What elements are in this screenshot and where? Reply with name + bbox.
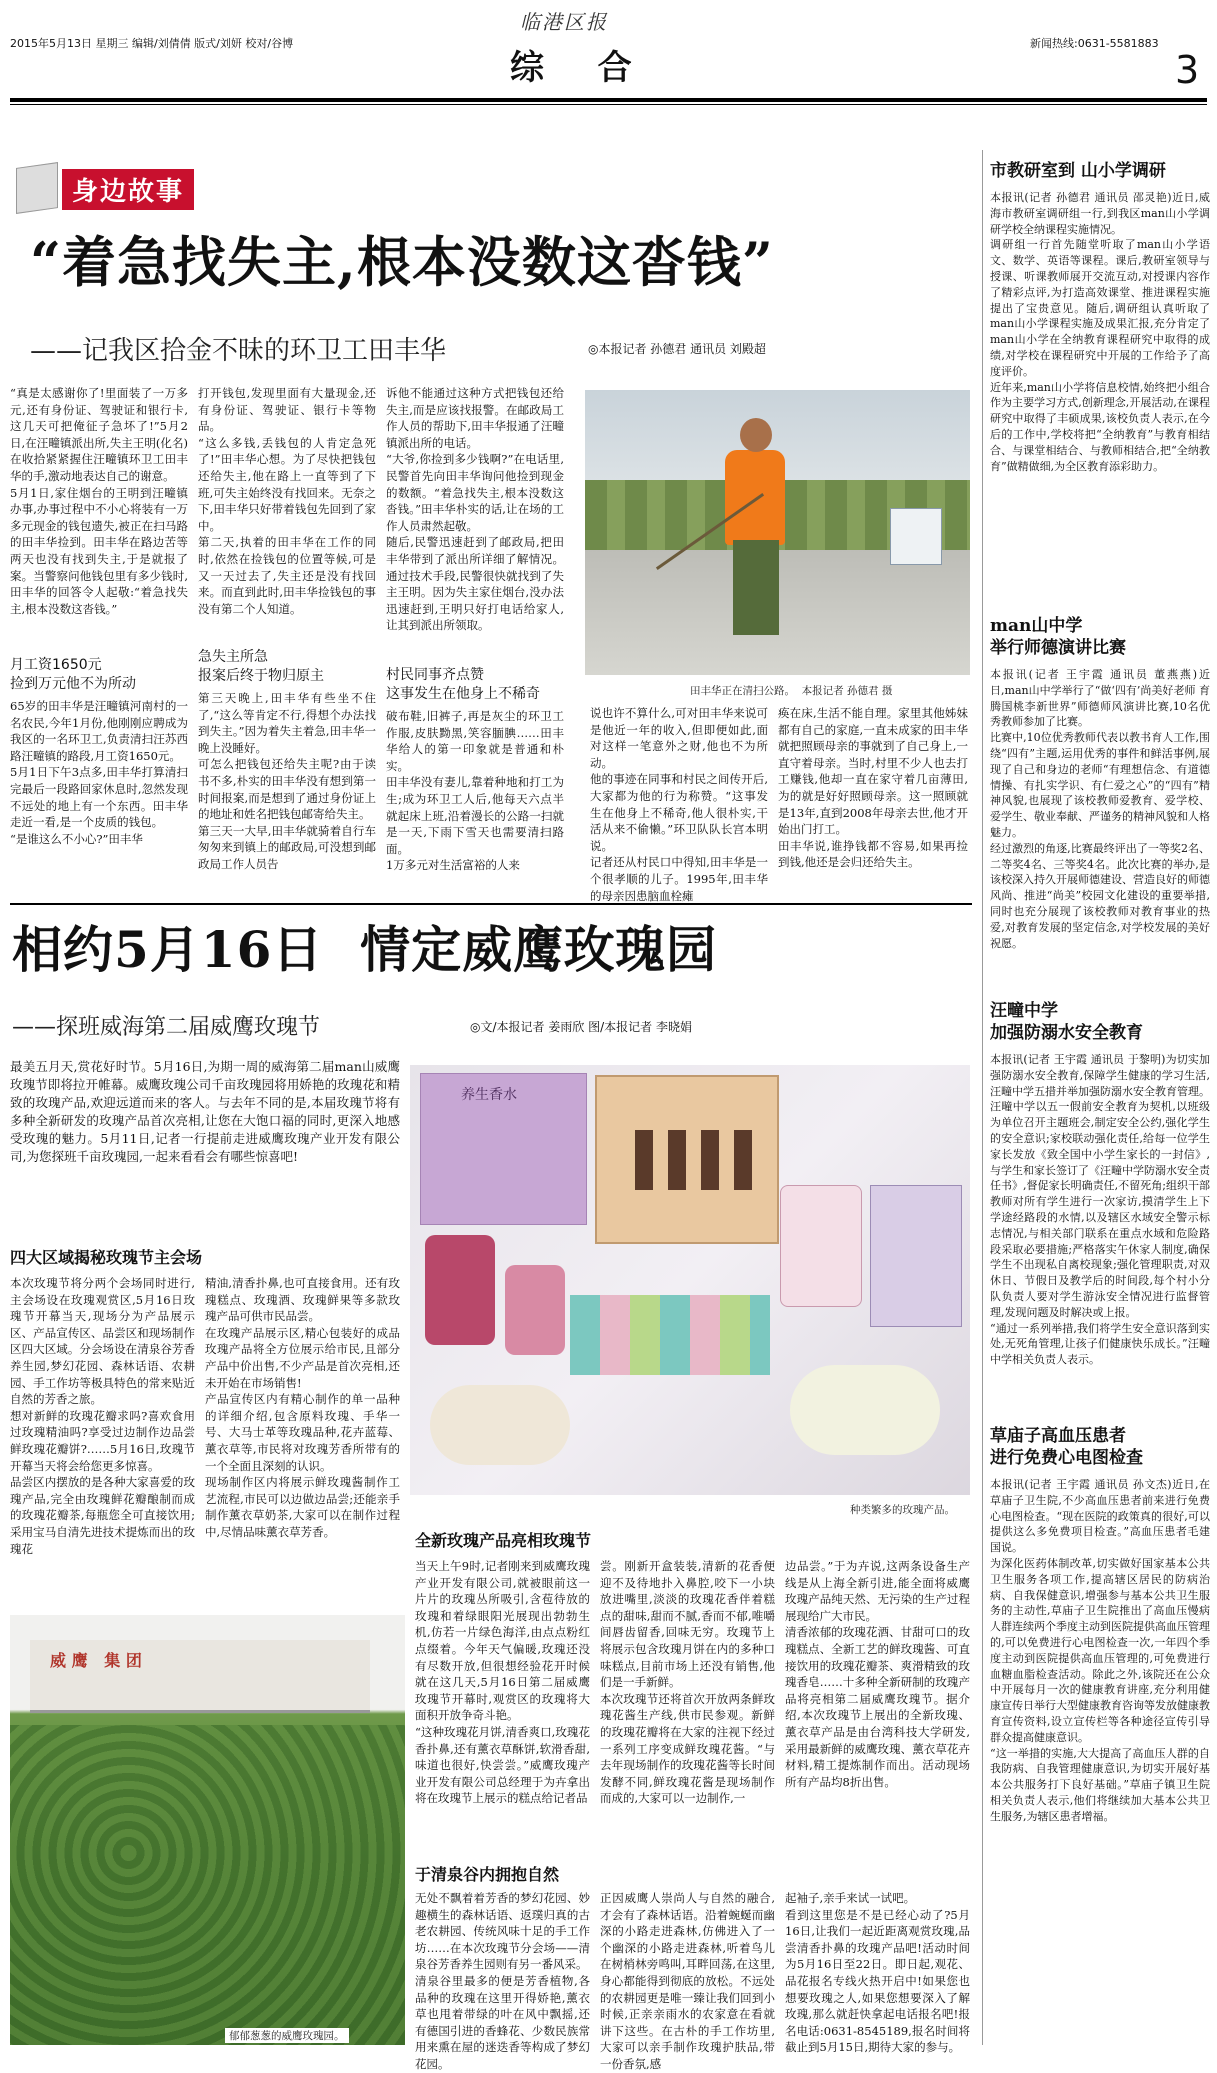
- factory-sign: 威 鹰 集 团: [50, 1651, 142, 1670]
- bottle: [701, 1130, 719, 1190]
- rose-garden-caption: 郁郁葱葱的威鹰玫瑰园。: [225, 2028, 349, 2043]
- page-number: 3: [1175, 48, 1200, 92]
- rose-products-caption: 种类繁多的玫瑰产品。: [850, 1504, 955, 1516]
- masthead: 临港区报: [520, 10, 608, 34]
- rose-garden-photo: [10, 1615, 405, 2045]
- bottle: [668, 1130, 686, 1190]
- story1-col1-text-a: “真是太感谢你了!里面装了一万多元,还有身份证、驾驶证和银行卡,这几天可把俺征子急坏了!”5月2日,在汪疃镇派出所,失主王明(化名)在收拾紧紧握住汪疃镇环卫工田丰华的手,激动地表达自己的谢意。 5月1日,家住烟台的王明到汪疃镇办事,办事过程中不小心将装有一万多元现金的钱包遗失,被正在扫马路的田丰华捡到。田丰华在路边苦等两天也没有找到失主,于是就报了案。当警察问他钱包里有多少钱时,田丰华的回答令人起敬:“着急找失主,根本没数这沓钱。”: [10, 386, 188, 616]
- story1-col3-text-b: 破布鞋,旧裤子,再是灰尘的环卫工作服,皮肤黝黑,笑容腼腆……田丰华给人的第一印象就是普通和朴实。 田丰华没有妻儿,靠着种地和打工为生;成为环卫工人后,他每天六点半就起床上班,沿着漫长的公路一扫就是一天,下雨下雪天也需要清扫路面。 1万多元对生活富裕的人来: [386, 709, 564, 873]
- story1-col2-subhead: 急失主所急 报案后终于物归原主: [198, 649, 324, 684]
- story-divider: [10, 903, 972, 905]
- product-box-label: 养生香水: [461, 1087, 517, 1103]
- sidebar-news-2: [990, 615, 1210, 985]
- story1-col2-text-a: 打开钱包,发现里面有大量现金,还有身份证、驾驶证、银行卡等物品。 “这么多钱,丢钱包的人肯定急死了!”田丰华心想。为了尽快把钱包还给失主,他在路上一直等到了下班,可失主始终没有找回来。无奈之下,田丰华只好带着钱包先回到了家中。 第二天,执着的田丰华在工作的同时,依然在捡钱包的位置等候,可是又一天过去了,失主还是没有找回来。而直到此时,田丰华捡钱包的事没有第二个人知道。: [198, 386, 376, 616]
- sweeper-photo: [585, 390, 970, 675]
- sidebar-news-3: [990, 1000, 1210, 1420]
- story1-col2: [198, 385, 376, 890]
- factory-building: [30, 1640, 370, 1713]
- soap: [790, 1365, 940, 1455]
- story2-sec3-col2: 正因威鹰人崇尚人与自然的融合,才会有了森林话语。沿着蜿蜒而幽深的小路走进森林,仿佛进入了一个幽深的小路走进森林,听着鸟儿在树梢林旁鸣叫,耳畔回荡,在这里,身心都能得到彻底的放松。不远处的农耕园更是唯一臻让我们回到小时候,正亲亲雨水的农家意在看就讲下这些。在古朴的手工作坊里,大家可以亲手制作玫瑰护肤品,带一份香氛,感: [600, 1891, 775, 2071]
- story2-sec3-col3: 起袖子,亲手来试一试吧。 看到这里您是不是已经心动了?5月16日,让我们一起近距离观赏玫瑰,品尝清香扑鼻的玫瑰产品吧!活动时间为5月16日至22日。即日起,观花、品花报名专线火热开启中!如果您也想要玫瑰之人,如果您想要深入了解玫瑰,那么就赶快拿起电话报名吧!报名电话:0631-8545189,报名时间将截止到5月15日,期待大家的参与。: [785, 1891, 970, 2055]
- story1-col3-text-a: 诉他不能通过这种方式把钱包还给失主,而是应该找报警。在邮政局工作人员的帮助下,田丰华报通了汪疃镇派出所的电话。 “大爷,你捡到多少钱啊?”在电话里,民警首先向田丰华询问他捡到现金的数额。“着急找失主,根本没数这沓钱。”田丰华朴实的话,让在场的工作人员肃然起敬。 随后,民警迅速赶到了邮政局,把田丰华带到了派出所详细了解情况。通过技术手段,民警很快就找到了失主王明。因为失主家住烟台,没办法迅速赶到,王明只好打电话给家人,让其到派出所领取。: [386, 386, 564, 633]
- book-icon: [16, 162, 58, 214]
- lavender-pack: [870, 1185, 962, 1327]
- sidebar-news-title: man山中学 举行师德演讲比赛: [990, 616, 1126, 658]
- garden-bushes: [10, 1725, 405, 2045]
- story2-byline: ◎文/本报记者 姜雨欣 图/本报记者 李晓娟: [470, 1020, 693, 1034]
- sidebar-news-4: [990, 1425, 1210, 2045]
- hotline: 新闻热线:0631-5581883: [1030, 37, 1159, 50]
- soap: [430, 1385, 570, 1465]
- product-box: [420, 1073, 587, 1225]
- story1-col2-text-b: 第三天晚上,田丰华有些坐不住了,“这么等肯定不行,得想个办法找到失主。”因为着失主着急,田丰华一晚上没睡好。 可怎么把钱包还给失主呢?由于读书不多,朴实的田丰华没有想到第一时间报案,而是想到了通过身份证上的地址和姓名把钱包邮寄给失主。 第三天一大早,田丰华就骑着自行车匆匆来到镇上的邮政局,可没想到邮政局工作人员告: [198, 691, 376, 871]
- bottle: [635, 1130, 653, 1190]
- story1-col3: [386, 385, 564, 890]
- story2-sec3-col1: 无处不飘着着芳香的梦幻花园、妙趣横生的森林话语、返璞归真的古老农耕园、传统风味十足的手工作坊……在本次玫瑰节分会场——清泉谷芳香养生园则有另一番风采。 清泉谷里最多的便是芳香植物,各品种的玫瑰在这里开得娇艳,薰衣草也甩着带绿的叶在风中飘摇,还有德国引进的香蜂花、少数民族常用来熏在屋的迷迭香等构成了梦幻花园。: [415, 1891, 590, 2071]
- header-rule: [10, 98, 1207, 102]
- story1-col1-text-b: 65岁的田丰华是汪疃镇河南村的一名农民,今年1月份,他刚刚应聘成为我区的一名环卫工,负责清扫汪苏西路汪疃镇的路段,月工资1650元。 5月1日下午3点多,田丰华打算清扫完最后一段路回家休息时,忽然发现不远处的地上有一个东西。田丰华走近一看,是一个皮质的钱包。 “是谁这么不小心?”田丰华: [10, 699, 188, 846]
- story2-sec2-col3: 边品尝。”于为卉说,这两条设备生产线是从上海全新引进,能全面将威鹰玫瑰产品纯天然、无污染的生产过程展现给广大市民。 清香浓郁的玫瑰花酒、甘甜可口的玫瑰糕点、全新工艺的鲜玫瑰酱、可直接饮用的玫瑰花瓣茶、爽滑精致的玫瑰香皂……十多种全新研制的玫瑰产品将亮相第二届威鹰玫瑰节。据介绍,本次玫瑰节上展出的全新玫瑰、薰衣草产品是由台湾科技大学研发,采用最新鲜的威鹰玫瑰、薰衣草花卉材料,精工提炼制作而出。活动现场所有产品均8折出售。: [785, 1559, 970, 1789]
- story1-col1-subhead: 月工资1650元 捡到万元他不为所动: [10, 657, 136, 692]
- story2-headline: 相约5月16日 情定威鹰玫瑰园: [12, 920, 718, 979]
- section-title: 综 合: [510, 48, 642, 88]
- story1-col4-text: 说也许不算什么,可对田丰华来说可是他近一年的收入,但即便如此,面对这样一笔意外之财,他也不为所动。 他的事迹在同事和村民之间传开后,大家都为他的行为称赞。“这事发生在他身上不稀奇,他人很朴实,干活从来不偷懒。”环卫队队长宫本明说。 记者还从村民口中得知,田丰华是一个很孝顺的儿子。1995年,田丰华的母亲因患脑血栓瘫: [590, 706, 768, 903]
- sec1-title: 四大区域揭秘玫瑰节主会场: [10, 1248, 203, 1267]
- story-tag-label: 身边故事: [62, 169, 194, 210]
- rose-jar: [505, 1265, 565, 1355]
- sidebar-news-body: 本报讯(记者 王宇霞 通讯员 董燕燕)近日,man山中学举行了“做‘四有’尚美好老师 育腾国桃李新世界”师德师风演讲比赛,10名优秀教师参加了比赛。 比赛中,10位优秀教师代表以教书育人工作,围绕“四有”主题,运用优秀的事件和鲜活事例,展现了自己和身边的老师“有理想信念、有道德情操、有扎实学识、有仁爱之心”的“四有”精神风貌,也展现了该校教师爱教育、爱学校、爱学生、敬业奉献、严谨务的精神风貌和人格魅力。 经过激烈的角逐,比赛最终评出了一等奖2名、二等奖4名、三等奖4名。此次比赛的举办,是该校深入持久开展师德建设、营造良好的师德风尚、推进“尚美”校园文化建设的重要举措,同时也充分展现了该校教师对教育事业的热爱,对教育发展的坚定信念,对学校发展的美好祝愿。: [990, 668, 1210, 950]
- sweeper-photo-caption: 田丰华正在清扫公路。 本报记者 孙德君 摄: [690, 685, 893, 697]
- sidebar-news-title: 市教研室到 山小学调研: [990, 161, 1166, 181]
- story2-sec1-col2: 精油,清香扑鼻,也可直接食用。还有玫瑰糕点、玫瑰酒、玫瑰鲜果等多款玫瑰产品可供市民品尝。 在玫瑰产品展示区,精心包装好的成品玫瑰产品将全方位展示给市民,且部分产品中价出售,不少产品是首次亮相,还未开始在市场销售! 产品宣传区内有精心制作的单一品种的详细介绍,包含原料玫瑰、手华一号、大马士革等玫瑰品种,花卉蓝莓、薰衣草等,市民将对玫瑰芳香所带有的一个全面且深刻的认识。 现场制作区内将展示鲜玫瑰酱制作工艺流程,市民可以边做边品尝;还能亲手制作薰衣草奶茶,大家可以在制作过程中,尽情品味薰衣草芳香。: [205, 1276, 400, 1539]
- worker-legs: [733, 540, 779, 635]
- sec3-title: 于清泉谷内拥抱自然: [415, 1865, 560, 1884]
- rose-products-photo: [410, 1065, 970, 1495]
- story2-sec2-col1: 当天上午9时,记者刚来到威鹰玫瑰产业开发有限公司,就被眼前这一片片的玫瑰丛所吸引,含苞待放的玫瑰和着绿眼阳光展现出勃勃生机,仿若一片绿色海洋,由点点粉红点缀着。今年天气偏暖,玫瑰还没有尽数开放,但很想经验花开时候就在这几天,5月16日第二届威鹰玫瑰节开幕时,观赏区的玫瑰将大面积开放争奇斗艳。 “这种玫瑰花月饼,清香爽口,玫瑰花香扑鼻,还有薰衣草酥饼,软滑香甜,味道也很好,快尝尝。”威鹰玫瑰产业开发有限公司总经理于为卉拿出将在玫瑰节上展示的糕点给记者品: [415, 1559, 590, 1806]
- story2-sec1-col1: 本次玫瑰节将分两个会场同时进行,主会场设在玫瑰观赏区,5月16日玫瑰节开幕当天,现场分为产品展示区、产品宣传区、品尝区和现场制作区四大区域。分会场设在清泉谷芳香养生园,梦幻花园、森林话语、农耕园、手工作坊等极具特色的常来贴近自然的芳香之旅。 想对新鲜的玫瑰花瓣求吗?喜欢食用过玫瑰精油吗?享受过边制作边品尝鲜玫瑰花瓣饼?……5月16日,玫瑰节开幕当天将会给您更多惊喜。 品尝区内摆放的是各种大家喜爱的玫瑰产品,完全由玫瑰鲜花瓣酿制而成的玫瑰花瓣茶,每瓶您全可直接饮用;采用宝马自清先进技术提炼而出的玫瑰花: [10, 1276, 195, 1556]
- story2-subhead: ——探班威海第二届威鹰玫瑰节: [12, 1015, 321, 1040]
- date-line: 2015年5月13日 星期三 编辑/刘倩倩 版式/刘妍 校对/谷博: [10, 37, 294, 50]
- worker-head: [740, 418, 772, 452]
- story2-sec2-col2: 尝。刚新开盒装装,清新的花香便迎不及待地扑入鼻腔,咬下一小块放进嘴里,淡淡的玫瑰花香伴着糕点的甜味,甜而不腻,香而不郁,唯嚼间唇齿留香,回味无穷。玫瑰节上将展示包含玫瑰月饼在内的多种口味糕点,目前市场上还没有销售,他们是一手新鲜。 本次玫瑰节还将首次开放两条鲜玫瑰花酱生产线,供市民参观。新鲜的玫瑰花瓣将在大家的注视下经过一系列工序变成鲜玫瑰花酱。“与去年现场制作的玫瑰花酱等长时间发酵不同,鲜玫瑰花酱是现场制作而成的,大家可以一边制作,一: [600, 1559, 775, 1806]
- sec2-title: 全新玫瑰产品亮相玫瑰节: [415, 1531, 592, 1550]
- story1-col1: [10, 385, 188, 890]
- bottle: [734, 1130, 752, 1190]
- sidebar-news-body: 本报讯(记者 孙德君 通讯员 邵灵艳)近日,威海市教研室调研组一行,到我区man山小学调研学校全纳课程实施情况。 调研组一行首先随堂听取了man山小学语文、数学、英语等课程。课后,教研室领导与授课、听课教师展开交流互动,对授课内容作了精彩点评,为打造高效课堂、推进课程实施提出了宝贵意见。随后,调研组认真听取了man山小学课程实施及成果汇报,充分肯定了man山小学在全纳教育课程研究中取得的成绩,对学校在课程研究中开展的工作给予了高度评价。 近年来,man山小学将信息校情,始终把小组合作为主要学习方式,创新理念,开展活动,在课程研究中取得了丰硕成果,该校负责人表示,在今后的工作中,学校将把“全纳教育”与教育相结合、与课堂相结合、与教师相结合,把“全纳教育”做精做细,为全区教育添彩助力。: [990, 191, 1210, 473]
- story-tag: [16, 165, 204, 209]
- sidebar-news-body: 本报讯(记者 王宇霞 通讯员 孙文杰)近日,在草庙子卫生院,不少高血压患者前来进行免费心电图检查。“现在医院的政策真的很好,可以提供这么多免费项目检查。”高血压患者毛建国说。 为深化医药体制改革,切实做好国家基本公共卫生服务各项工作,提高辖区居民的防病治病、自我保健意识,增强参与基本公共卫生服务的主动性,草庙子卫生院推出了高血压慢病人群连续两个季度主动到医院提供高血压管理的,可以免费进行心电图检查一次,一年四个季度主动到医院提供高血压管理的,可免费进行血糖血脂检查活动。除此之外,该院还在公众中开展每月一次的健康教育讲座,充分利用健康宣传日举行大型健康教育咨询等发放健康教育宣传资料,设立宣传栏等各种途径宣传引导群众提高健康意识。 “这一举措的实施,大大提高了高血压人群的自我防病、自我管理健康意识,为切实开展好基本公共服务打下良好基础。”草庙子镇卫生院相关负责人表示,他们将继续加大基本公共卫生服务,为辖区患者增福。: [990, 1478, 1210, 1823]
- story1-col3-subhead: 村民同事齐点赞 这事发生在他身上不稀奇: [386, 667, 540, 702]
- cart: [890, 508, 942, 565]
- header-rule-thin: [10, 104, 1207, 105]
- story1-subhead: ——记我区拾金不昧的环卫工田丰华: [30, 336, 447, 366]
- rose-jar: [425, 1235, 495, 1345]
- story1-byline: ◎本报记者 孙德君 通讯员 刘殿超: [588, 342, 766, 356]
- sidebar-news-1: [990, 160, 1210, 590]
- story2-intro: 最美五月天,赏花好时节。5月16日,为期一周的威海第二届man山威鹰玫瑰节即将拉开帷幕。威鹰玫瑰公司千亩玫瑰园将用娇艳的玫瑰花和精致的玫瑰产品,欢迎远道而来的客人。与去年不同的是,本届玫瑰节将有多种全新研发的玫瑰产品首次亮相,让您在大饱口福的同时,更深入地感受玫瑰的魅力。5月11日,记者一行提前走进威鹰玫瑰产业开发有限公司,为您探班千亩玫瑰园,一起来看看会有哪些惊喜吧!: [10, 1059, 400, 1164]
- tea-jar: [780, 1185, 862, 1307]
- story1-col5-text: 痪在床,生活不能自理。家里其他姊妹都有自己的家庭,一直未成家的田丰华就把照顾母亲的事就到了自己身上,一直守着母亲。当时,村里不少人也去打工赚钱,他却一直在家守着几亩薄田,为的就是好好照顾母亲。这一照顾就是13年,直到2008年母亲去世,他才开始出门打工。 田丰华说,谁挣钱都不容易,如果再捡到钱,他还是会归还给失主。: [778, 706, 968, 870]
- sidebar-divider: [982, 150, 983, 2045]
- sachets: [570, 1295, 770, 1375]
- story1-col5: [778, 705, 968, 890]
- story1-col4: [590, 705, 768, 903]
- sidebar-news-title: 汪疃中学 加强防溺水安全教育: [990, 1001, 1143, 1043]
- sidebar-news-title: 草庙子高血压患者 进行免费心电图检查: [990, 1426, 1143, 1468]
- sidebar-news-body: 本报讯(记者 王宇霞 通讯员 于黎明)为切实加强防溺水安全教育,保障学生健康的学习生活,汪疃中学五措并举加强防溺水安全教育管理。 汪疃中学以五一假前安全教育为契机,以班级为单位召开主题班会,制定安全公约,强化学生的安全意识;家校联动强化责任,给每一位学生家长发放《致全国中小学生家长的一封信》,与学生和家长签订了《汪疃中学防溺水安全责任书》,督促家长明确责任,不留死角;组织干部教师对所有学生进行一次家访,摸清学生上下学途经路段的水情,以及辖区水域安全警示标志情况,与相关部门联系在重点水域和危险路段采取必要措施;严格落实午休家人制度,确保学生不出现私自离校现象;强化管理职责,对双休日、节假日及教学后的时间段,每个村小分队负责人要对学生游泳安全情况进行监督管理,发现问题及时解决或上报。 “通过一系列举措,我们将学生安全意识落到实处,无死角管理,让孩子们健康快乐成长。”汪疃中学相关负责人表示。: [990, 1053, 1210, 1367]
- sidebar: [990, 160, 1210, 2045]
- story1-headline: “着急找失主,根本没数这沓钱”: [30, 230, 774, 294]
